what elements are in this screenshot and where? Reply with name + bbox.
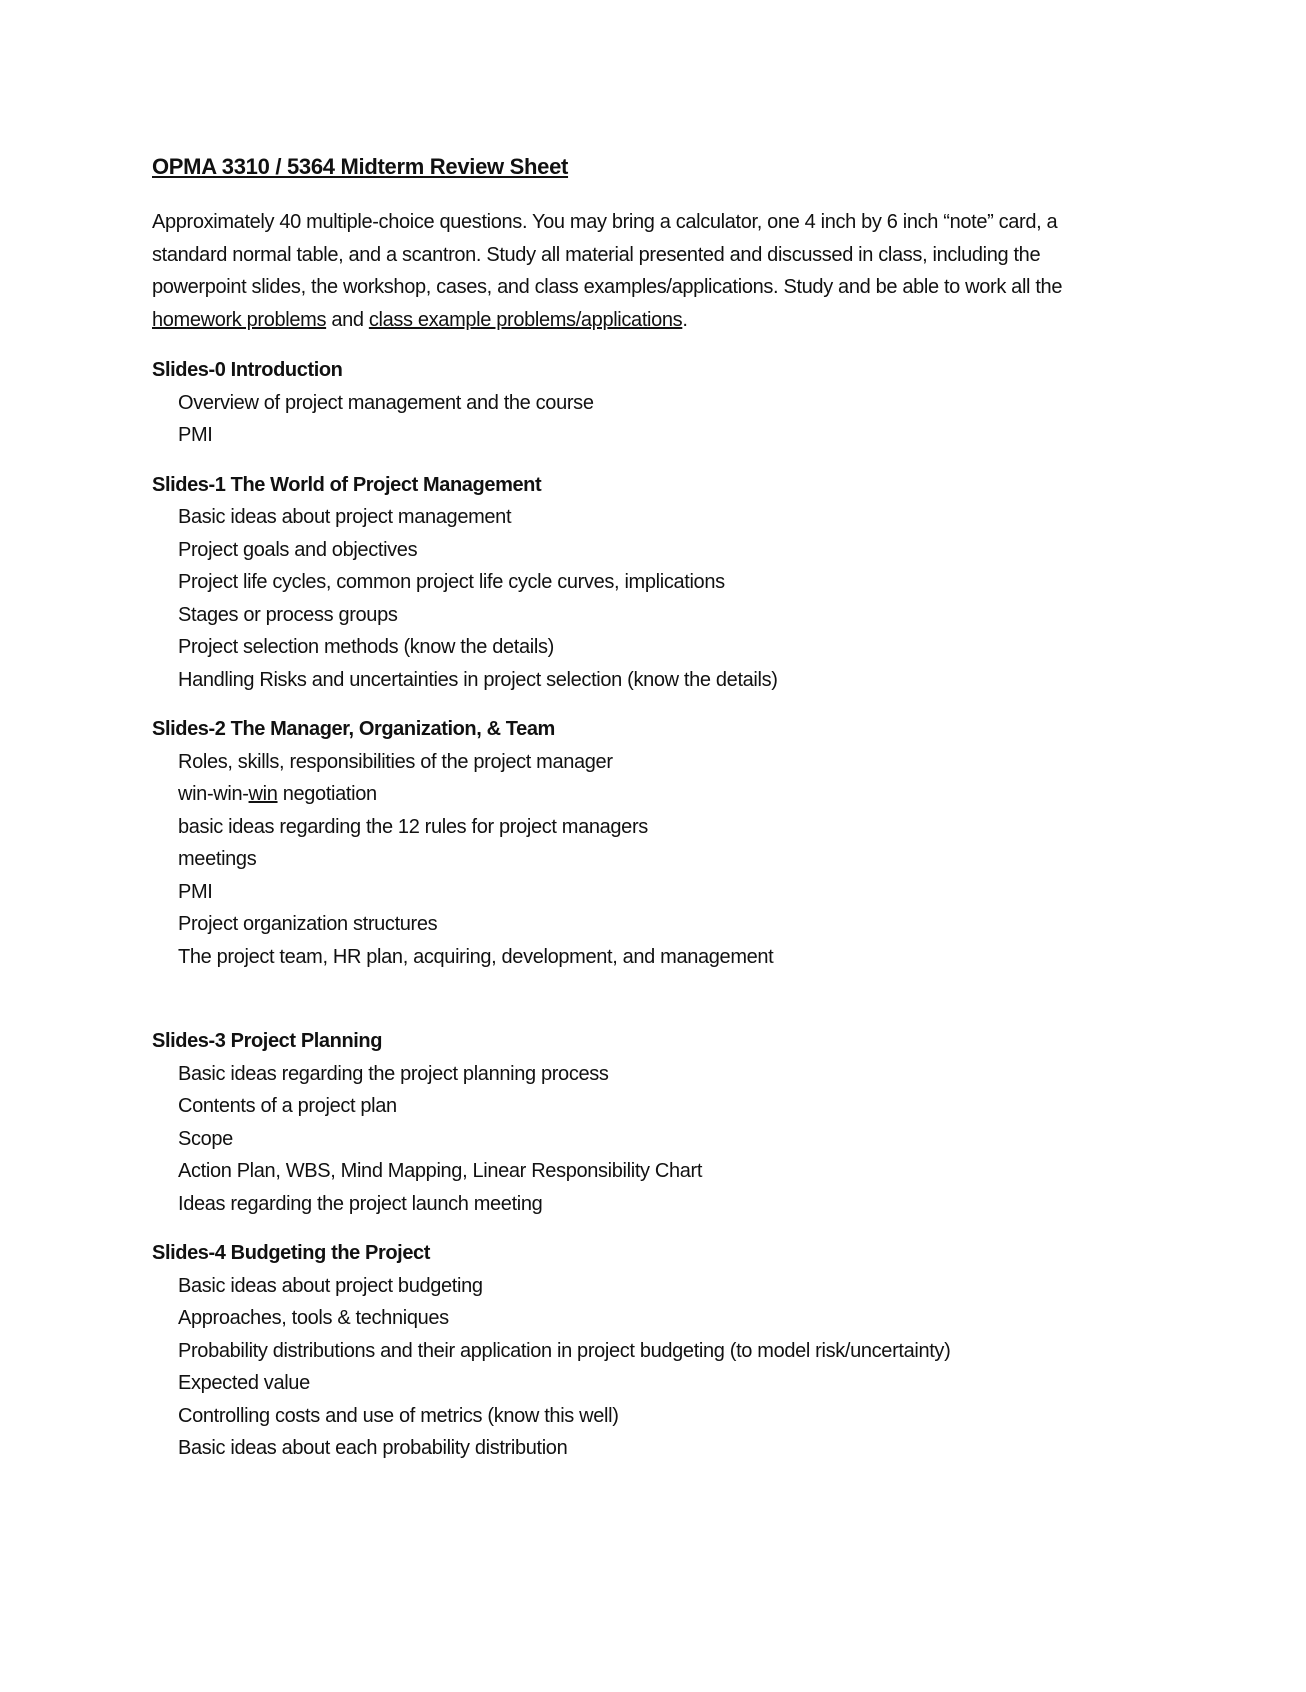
list-item: Approaches, tools & techniques	[178, 1307, 449, 1329]
section-slides-0	[152, 354, 1112, 452]
document-title: OPMA 3310 / 5364 Midterm Review Sheet	[152, 154, 569, 179]
section-item-list	[152, 387, 1112, 452]
section-item-list	[152, 746, 1112, 974]
list-item: Basic ideas about each probability distribution	[178, 1437, 568, 1459]
list-item: Probability distributions and their application in project budgeting (to model risk/uncertainty)	[178, 1339, 951, 1362]
list-item: Controlling costs and use of metrics (know this well)	[178, 1404, 619, 1427]
intro-text-3: .	[682, 308, 688, 331]
section-item-list	[152, 1058, 1112, 1221]
section-title: Slides-3 Project Planning	[152, 1030, 383, 1052]
section-title: Slides-1 The World of Project Management	[152, 473, 542, 496]
intro-text-2: and	[326, 308, 369, 331]
list-item: Basic ideas regarding the project planning process	[178, 1062, 609, 1085]
list-item: Project organization structures	[178, 913, 438, 935]
section-item-list	[152, 1270, 1112, 1465]
section-slides-1	[152, 469, 1112, 697]
homework-problems-text: homework problems	[152, 308, 327, 331]
list-item: Overview of project management and the course	[178, 391, 594, 414]
intro-text-1: Approximately 40 multiple-choice questions. You may bring a calculator, one 4 inch by 6 inch “note” card, a standard normal table, and a scantron. Study all material presented and discussed in class, including the powerpoint slides, the workshop, cases, and class examples/applications. Study and be able to work all the	[152, 211, 1063, 298]
list-item: Expected value	[178, 1372, 310, 1394]
section-slides-3	[152, 1025, 1112, 1220]
section-slides-4	[152, 1237, 1112, 1465]
section-title: Slides-4 Budgeting the Project	[152, 1242, 431, 1264]
section-title: Slides-0 Introduction	[152, 359, 343, 381]
list-item: PMI	[178, 424, 213, 446]
list-item: The project team, HR plan, acquiring, development, and management	[178, 945, 774, 968]
list-item: Stages or process groups	[178, 603, 398, 626]
list-item: Ideas regarding the project launch meeting	[178, 1192, 543, 1215]
list-item: Contents of a project plan	[178, 1095, 397, 1117]
list-item-negotiation	[178, 778, 1112, 811]
list-item: Action Plan, WBS, Mind Mapping, Linear Responsibility Chart	[178, 1160, 703, 1182]
list-item: Basic ideas about project budgeting	[178, 1274, 483, 1297]
list-item: Roles, skills, responsibilities of the project manager	[178, 750, 613, 773]
list-item: Basic ideas about project management	[178, 506, 512, 528]
negotiation-underlined-word: win	[248, 783, 278, 805]
list-item: Scope	[178, 1127, 233, 1150]
class-example-problems-text: class example problems/applications	[368, 308, 683, 331]
intro-paragraph	[152, 206, 1112, 336]
section-item-list	[152, 501, 1112, 696]
negotiation-suffix: negotiation	[277, 783, 377, 805]
list-item: Handling Risks and uncertainties in project selection (know the details)	[178, 668, 778, 691]
list-item: Project life cycles, common project life cycle curves, implications	[178, 571, 725, 593]
list-item: Project goals and objectives	[178, 538, 418, 561]
list-item: Project selection methods (know the details)	[178, 636, 554, 658]
negotiation-prefix: win-win-	[178, 783, 249, 805]
section-slides-2	[152, 713, 1112, 973]
section-title: Slides-2 The Manager, Organization, & Team	[152, 718, 555, 740]
document-content	[152, 152, 1112, 1482]
list-item: meetings	[178, 848, 257, 870]
list-item: basic ideas regarding the 12 rules for project managers	[178, 815, 648, 838]
list-item: PMI	[178, 880, 213, 903]
